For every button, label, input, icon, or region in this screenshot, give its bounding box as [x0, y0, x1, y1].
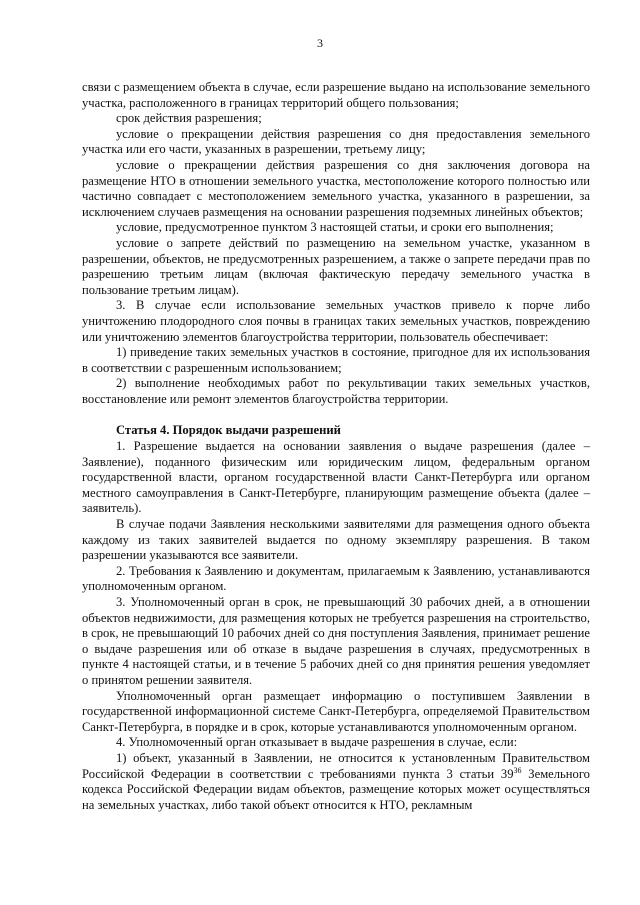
article-4-paragraphs: [82, 439, 590, 751]
clause-1-text-a: 1) объект, указанный в Заявлении, не относится к установленным Правительством Российской Федерации в соответствии с требованиями пункта 3 статьи 39: [82, 750, 590, 781]
clause-1-text-b: Земельного кодекса Российской Федерации видам объектов, размещение которых может осуществляться на земельных участках, либо такой объект относится к НТО, рекламным: [82, 766, 590, 812]
paragraph: 1. Разрешение выдается на основании заявления о выдаче разрешения (далее – Заявление), поданного физическим или юридическим лицом, федеральным органом государственной власти, органом государственной власти Санкт-Петербурга или органом местного самоуправления в Санкт-Петербурге, планирующим размещение объекта (далее – заявитель).: [82, 439, 590, 516]
paragraph-clause-1: [82, 751, 590, 813]
paragraph: В случае подачи Заявления несколькими заявителями для размещения одного объекта каждому из таких заявителей выдается по одному экземпляру разрешения. В таком разрешении указываются все заявители.: [82, 517, 590, 563]
paragraph: условие, предусмотренное пунктом 3 настоящей статьи, и сроки его выполнения;: [116, 220, 554, 235]
paragraph: 4. Уполномоченный орган отказывает в выдаче разрешения в случае, если:: [116, 735, 518, 750]
paragraph: связи с размещением объекта в случае, если разрешение выдано на использование земельного участка, расположенного в границах территорий общего пользования;: [82, 80, 590, 110]
paragraph: 3. Уполномоченный орган в срок, не превышающий 30 рабочих дней, а в отношении объектов недвижимости, для размещения которых не требуется разрешения на строительство, в срок, не превышающий 10 рабочих дней со дня поступления Заявления, принимает решение о выдаче разрешения или об отказе в выдаче разрешения в случаях, предусмотренных в пункте 4 настоящей статьи, и в течение 5 рабочих дней со дня принятия решения уведомляет о принятом решении заявителя.: [82, 595, 590, 687]
page-number: 3: [317, 36, 323, 50]
paragraph: 1) приведение таких земельных участков в состояние, пригодное для их использования в соответствии с разрешенным использованием;: [82, 345, 590, 375]
document-body: [82, 80, 590, 813]
section-gap: [82, 407, 590, 423]
article-heading: Статья 4. Порядок выдачи разрешений: [116, 423, 341, 438]
paragraph: условие о запрете действий по размещению на земельном участке, указанном в разрешении, объектов, не предусмотренных разрешением, а также о запрете передачи прав по разрешению третьим лицам (включая фактическую передачу земельного участка в пользование третьим лицам).: [82, 235, 590, 297]
article-superscript: 36: [513, 765, 522, 775]
paragraph: 2. Требования к Заявлению и документам, прилагаемым к Заявлению, устанавливаются уполномоченным органом.: [82, 563, 590, 594]
paragraph: срок действия разрешения;: [116, 111, 262, 126]
paragraph: 3. В случае если использование земельных участков привело к порче либо уничтожению плодородного слоя почвы в границах таких земельных участков, повреждению или уничтожению элементов благоустройства территории, пользователь обеспечивает:: [82, 298, 590, 344]
section-continuation: [82, 80, 590, 407]
paragraph: Уполномоченный орган размещает информацию о поступившем Заявлении в государственной информационной системе Санкт-Петербурга, определяемой Правительством Санкт-Петербурга, в порядке и в срок, которые устанавливаются уполномоченным органом.: [82, 688, 590, 734]
paragraph: 2) выполнение необходимых работ по рекультивации таких земельных участков, восстановление или ремонт элементов благоустройства территории.: [82, 376, 590, 406]
paragraph: условие о прекращении действия разрешения со дня предоставления земельного участка или его части, указанных в разрешении, третьему лицу;: [82, 126, 590, 157]
paragraph: условие о прекращении действия разрешения со дня заключения договора на размещение НТО в отношении земельного участка, местоположение которого полностью или частично совпадает с местоположением земельного участка, указанного в разрешении, за исключением случаев размещения на основании разрешения подземных линейных объектов;: [82, 157, 590, 219]
